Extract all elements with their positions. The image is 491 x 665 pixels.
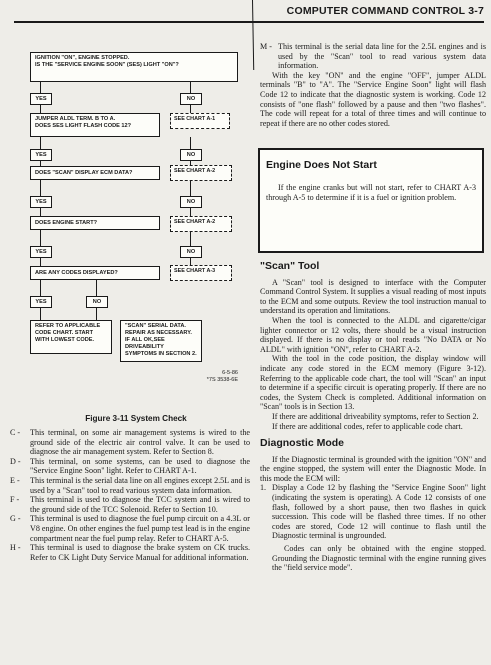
item-letter: D - (10, 456, 21, 466)
item-number: 1. (260, 483, 267, 493)
item-text: This terminal, on some systems, can be used to diagnose the "Service Engine Soon" light. Refer to CHART A-1. (30, 456, 250, 476)
item-text: This terminal is the serial data line for the 2.5L engines and is used by the "Scan" tool to read various system data information. (278, 42, 486, 71)
list-item (10, 428, 250, 457)
engine-not-start-callout (258, 148, 484, 253)
item-text: This terminal is used to diagnose the fuel pump circuit on a 4.3L or V8 engine. On other engines the fuel pump test lead is in the engine compartment near the fuel pump relay. Refer to CHART A-5. (30, 514, 250, 543)
yes-label: YES (30, 246, 52, 258)
scan-title: "Scan" Tool (260, 260, 320, 272)
see-chart-a1: SEE CHART A-1 (170, 113, 230, 129)
chart-codes-box: ARE ANY CODES DISPLAYED? (30, 266, 160, 280)
callout-title: Engine Does Not Start (266, 159, 377, 171)
item-text: This terminal is used to diagnose the brake system on CK trucks. Refer to CK Light Duty Service Manual for additional information. (30, 543, 250, 562)
diagnostic-paragraph-2: Codes can only be obtained with the engine stopped. Grounding the Diagnostic terminal with the engine running gives the "field service mode". (272, 544, 486, 573)
scan-paragraph-4: If there are additional driveability symptoms, refer to Section 2. (272, 411, 479, 421)
chart-date-code: 6-5-86 (222, 370, 238, 376)
scan-tool-section (260, 262, 486, 573)
list-item (10, 476, 250, 495)
no-label: NO (180, 246, 202, 258)
item-letter: F - (10, 495, 20, 505)
no-label: NO (86, 296, 108, 308)
left-column (10, 428, 250, 562)
list-item (260, 483, 486, 541)
chart-jumper-line-1: JUMPER ALDL TERM. B TO A. (35, 116, 116, 122)
item-letter: E - (10, 475, 20, 485)
list-item (10, 514, 250, 543)
item-letter: M - (260, 42, 272, 51)
header-rule (14, 21, 484, 23)
chart-jumper-box (30, 113, 160, 137)
no-label: NO (180, 93, 202, 105)
item-letter: H - (10, 543, 21, 553)
scan-paragraph-3: With the tool in the code position, the display window will indicate any code stored in the ECM memory (Figure 3-12). Referring to the applicable code chart, the tool will "Scan" an input to determine if a specific circuit is operating properly. If there are no codes, the System Check is completed. Additional information on "Scan" tools is in Section 13. (260, 354, 486, 412)
yes-label: YES (30, 149, 52, 161)
system-check-flowchart (30, 52, 240, 462)
item-letter: C - (10, 428, 21, 437)
no-label: NO (180, 149, 202, 161)
see-chart-a2: SEE CHART A-2 (170, 165, 232, 181)
scan-paragraph-1: A "Scan" tool is designed to interface with the Computer Command Control System. It supplies a visual reading of most inputs to the ECM and some outputs. Review the tool instruction manual to understand its operation and limitations. (260, 277, 486, 316)
page-header: COMPUTER COMMAND CONTROL 3-7 (286, 5, 484, 17)
diagnostic-paragraph-1: If the Diagnostic terminal is grounded with the ignition "ON" and the engine stopped, the system will enter the Diagnostic Mode. In this mode the ECM will: (260, 454, 486, 483)
fold-line (252, 0, 254, 70)
list-item (10, 543, 250, 562)
right-column-top (260, 42, 486, 128)
scan-paragraph-5: If there are additional codes, refer to applicable code chart. (272, 421, 463, 431)
chart-scan-serial-box: "SCAN" SERIAL DATA. REPAIR AS NECESSARY. IF ALL OK,SEE DRIVEABILITY SYMPTOMS IN SECTION 2. (120, 320, 202, 362)
see-chart-a3: SEE CHART A-3 (170, 265, 232, 281)
diagnostic-title: Diagnostic Mode (260, 437, 345, 450)
item-text: This terminal is the serial data line on all engines except 2.5L and is used by a "Scan" tool to read various system data information. (30, 475, 250, 495)
item-text: This terminal is used to diagnose the TCC system and is wired to the ground side of the TCC Solenoid. Refer to Section 10. (30, 495, 250, 514)
jumper-paragraph: With the key "ON" and the engine "OFF", jumper ALDL terminals "B" to "A". The "Service Engine Soon" light will flash Code 12 to indicate that the diagnostic system is working. Code 12 consists of "one flash" followed by a pause and then "two flashes". The code will repeat for a total of three times and will continue to repeat if there are no other codes stored. (260, 70, 486, 128)
chart-start-line-2: IS THE "SERVICE ENGINE SOON" (SES) LIGHT "ON"? (35, 62, 179, 68)
chart-start-line-1: IGNITION "ON", ENGINE STOPPED. (35, 55, 130, 61)
chart-scan-box: DOES "SCAN" DISPLAY ECM DATA? (30, 166, 160, 180)
chart-code-chart-box: REFER TO APPLICABLE CODE CHART. START WITH LOWEST CODE. (30, 320, 112, 354)
figure-caption: Figure 3-11 System Check (85, 414, 187, 423)
see-chart-a2b: SEE CHART A-2 (170, 216, 232, 232)
yes-label: YES (30, 93, 52, 105)
chart-start-box (30, 52, 238, 82)
scan-paragraph-2: When the tool is connected to the ALDL and cigarette/cigar lighter connector or 12 volts, there should be a visual instruction displayed. If there is no display or tool reads "No DATA or No ALDL" with ignition "ON", refer to CHART A-2. (260, 315, 486, 354)
chart-ref-code: *7S 3538-6E (206, 377, 238, 383)
yes-label: YES (30, 196, 52, 208)
list-item (10, 457, 250, 476)
chart-start-engine-box: DOES ENGINE START? (30, 216, 160, 230)
item-text: Display a Code 12 by flashing the "Service Engine Soon" light (indicating the system is operating). A Code 12 consists of one flash, followed by a short pause, then two flashes in quick succession. This code will be flashed three times. If no other codes are stored, Code 12 will continue to flash until the Diagnostic terminal is ungrounded. (272, 483, 486, 541)
no-label: NO (180, 196, 202, 208)
callout-text: If the engine cranks but will not start, refer to CHART A-3 through A-5 to determine if it is a fuel or ignition problem. (266, 183, 476, 202)
item-text: This terminal, on some air management systems is wired to the ground side of the electric air control valve. It can be used to diagnose the air management system. Refer to Section 8. (30, 428, 250, 457)
yes-label: YES (30, 296, 52, 308)
item-letter: G - (10, 514, 21, 524)
list-item (10, 495, 250, 514)
chart-jumper-line-2: DOES SES LIGHT FLASH CODE 12? (35, 123, 132, 129)
list-item (260, 42, 486, 71)
